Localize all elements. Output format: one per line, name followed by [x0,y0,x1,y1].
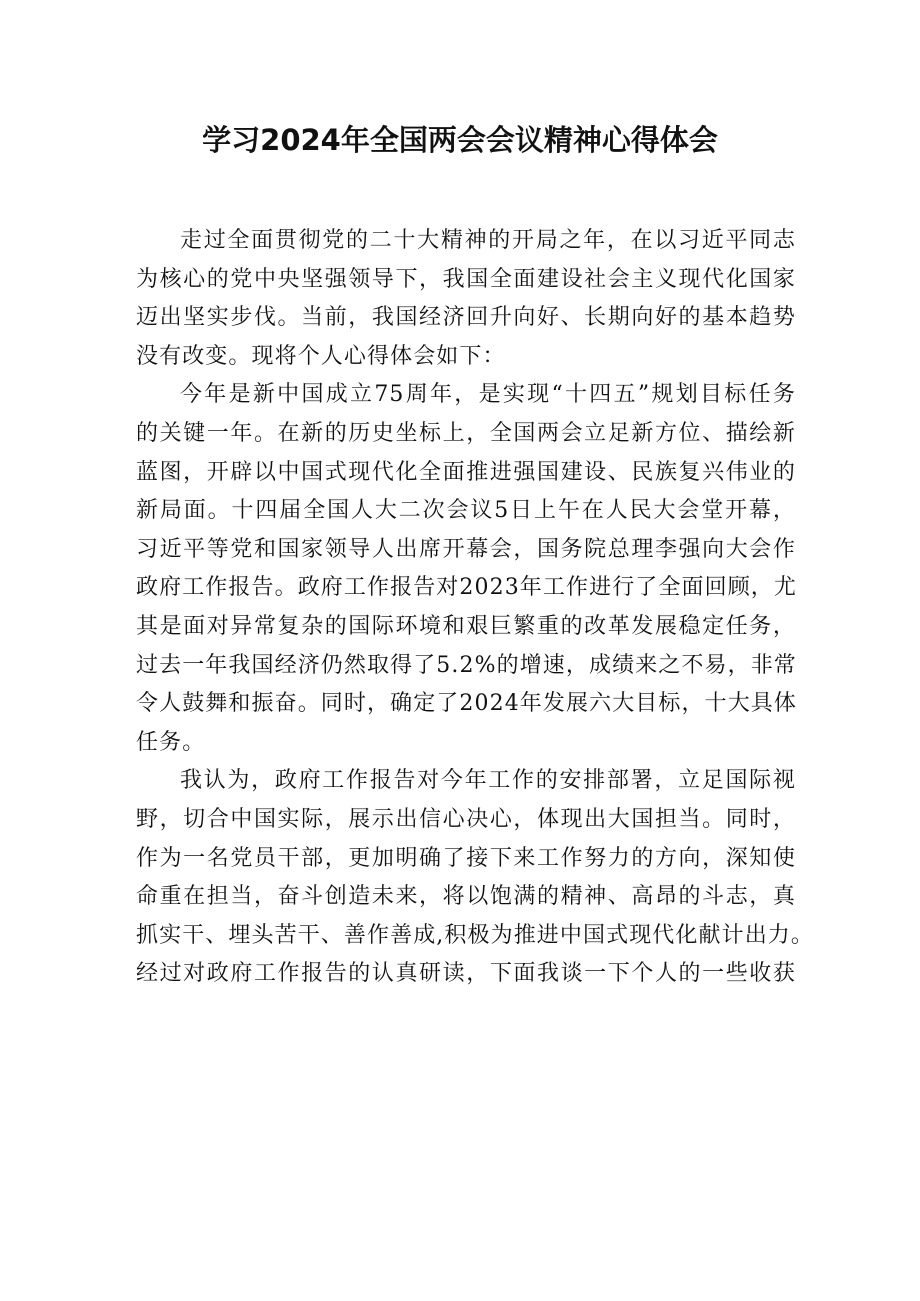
paragraph-line: 过去一年我国经济仍然取得了5.2%的增速，成绩来之不易，非常 [136,652,797,678]
paragraph-line: 政府工作报告。政府工作报告对2023年工作进行了全面回顾，尤 [136,575,797,601]
paragraph-3 [136,762,814,994]
paragraph-line: 我认为，政府工作报告对今年工作的安排部署，立足国际视 [180,768,796,794]
paragraph-line: 其是面对异常复杂的国际环境和艰巨繁重的改革发展稳定任务， [136,613,796,639]
paragraph-line: 令人鼓舞和振奋。同时，确定了2024年发展六大目标，十大具体 [136,691,797,717]
paragraph-line: 作为一名党员干部，更加明确了接下来工作努力的方向，深知使 [136,845,796,871]
document-title: 学习2024年全国两会会议精神心得体会 [202,123,718,157]
paragraph-line: 经过对政府工作报告的认真研读，下面我谈一下个人的一些收获 [136,961,796,987]
paragraph-line: 野，切合中国实际，展示出信心决心，体现出大国担当。同时， [136,806,796,832]
paragraph-1 [136,222,796,376]
paragraph-line: 蓝图，开辟以中国式现代化全面推进强国建设、民族复兴伟业的 [136,459,796,485]
paragraph-line: 任务。 [136,729,206,755]
paragraph-line: 没有改变。现将个人心得体会如下： [136,343,506,369]
paragraph-line: 迈出坚实步伐。当前，我国经济回升向好、长期向好的基本趋势 [136,305,796,331]
paragraph-line: 为核心的党中央坚强领导下，我国全面建设社会主义现代化国家 [136,266,796,292]
paragraph-line: 命重在担当，奋斗创造未来，将以饱满的精神、高昂的斗志，真 [136,884,796,910]
paragraph-line: 的关键一年。在新的历史坐标上，全国两会立足新方位、描绘新 [136,420,796,446]
paragraph-line: 今年是新中国成立75周年，是实现“十四五”规划目标任务 [180,382,796,408]
paragraph-line: 走过全面贯彻党的二十大精神的开局之年，在以习近平同志 [180,228,796,253]
paragraph-line: 新局面。十四届全国人大二次会议5日上午在人民大会堂开幕， [136,498,796,524]
paragraph-2 [136,376,796,762]
paragraph-line: 习近平等党和国家领导人出席开幕会，国务院总理李强向大会作 [136,536,796,562]
document-body [136,222,814,994]
paragraph-line: 抓实干、埋头苦干、善作善成,积极为推进中国式现代化献计出力。 [136,922,814,948]
